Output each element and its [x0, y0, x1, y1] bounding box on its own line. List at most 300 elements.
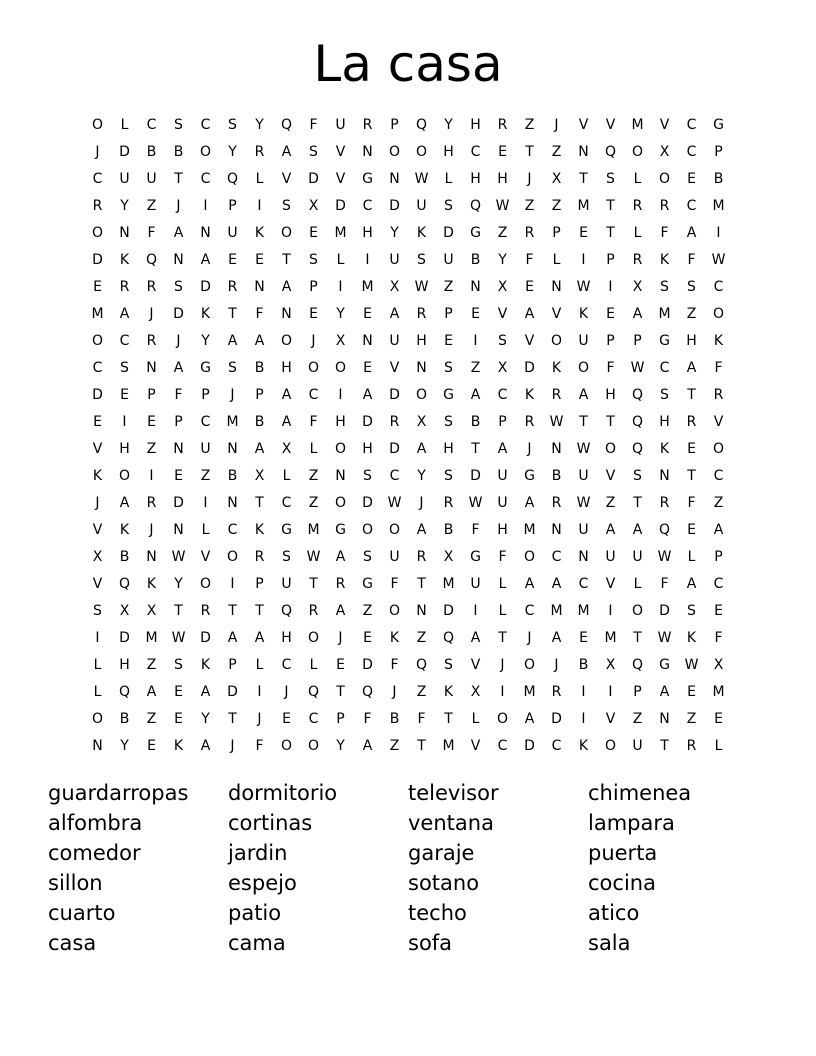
grid-letter: C [92, 360, 103, 376]
grid-letter: E [363, 360, 372, 376]
grid-letter: A [524, 306, 535, 322]
grid-letter: X [146, 603, 157, 619]
grid-letter: O [91, 117, 104, 133]
grid-letter: E [174, 684, 183, 700]
grid-letter: H [281, 630, 292, 646]
grid-letter: A [578, 387, 589, 403]
grid-letter: Q [631, 414, 644, 430]
grid-letter: F [363, 711, 372, 727]
grid-letter: L [714, 738, 723, 754]
grid-letter: B [551, 468, 562, 484]
grid-letter: F [417, 711, 426, 727]
grid-letter: N [254, 279, 265, 295]
grid-letter: T [228, 603, 237, 619]
grid-letter: L [552, 252, 561, 268]
grid-letter: F [471, 522, 480, 538]
grid-letter: Q [658, 522, 671, 538]
grid-letter: X [551, 171, 562, 187]
grid-letter: D [443, 603, 454, 619]
grid-letter: E [525, 279, 534, 295]
grid-letter: M [658, 306, 671, 322]
grid-letter: G [659, 333, 670, 349]
grid-letter: A [335, 603, 346, 619]
grid-letter: T [255, 603, 264, 619]
grid-letter: P [228, 657, 237, 673]
grid-letter: F [390, 576, 399, 592]
grid-letter: Z [524, 117, 535, 133]
grid-letter: S [228, 360, 237, 376]
grid-letter: Z [308, 468, 319, 484]
grid-letter: P [147, 387, 156, 403]
grid-letter: A [605, 522, 616, 538]
grid-letter: R [659, 198, 670, 214]
grid-letter: M [577, 198, 590, 214]
grid-letter: U [632, 549, 643, 565]
grid-letter: T [255, 495, 264, 511]
grid-letter: N [362, 144, 373, 160]
grid-letter: N [173, 252, 184, 268]
grid-letter: J [500, 657, 505, 673]
grid-letter: N [470, 279, 481, 295]
grid-letter: X [416, 414, 427, 430]
grid-letter: F [660, 576, 669, 592]
grid-letter: H [416, 333, 427, 349]
grid-letter: F [606, 360, 615, 376]
grid-letter: C [686, 117, 697, 133]
grid-letter: D [470, 468, 481, 484]
grid-letter: A [227, 333, 238, 349]
grid-letter: V [281, 171, 292, 187]
grid-letter: S [363, 468, 372, 484]
grid-letter: L [498, 576, 507, 592]
grid-letter: S [444, 414, 453, 430]
grid-letter: B [470, 252, 481, 268]
word-list-item: sofa [408, 931, 453, 955]
grid-letter: A [632, 522, 643, 538]
grid-letter: N [659, 468, 670, 484]
grid-letter: X [497, 360, 508, 376]
grid-letter: J [419, 495, 424, 511]
grid-letter: M [604, 630, 617, 646]
grid-letter: Z [146, 198, 157, 214]
grid-letter: N [227, 441, 238, 457]
grid-letter: P [633, 684, 642, 700]
grid-letter: Z [551, 198, 562, 214]
grid-letter: R [713, 387, 724, 403]
word-list-item: puerta [588, 841, 658, 865]
grid-letter: U [389, 333, 400, 349]
grid-letter: P [714, 549, 723, 565]
grid-letter: C [551, 738, 562, 754]
grid-letter: B [578, 657, 589, 673]
grid-letter: O [388, 522, 401, 538]
grid-letter: A [281, 414, 292, 430]
grid-letter: T [606, 225, 615, 241]
grid-letter: E [309, 306, 318, 322]
grid-letter: P [498, 414, 507, 430]
grid-letter: O [523, 549, 536, 565]
grid-letter: C [686, 198, 697, 214]
grid-letter: D [119, 630, 130, 646]
grid-letter: I [473, 333, 478, 349]
grid-letter: R [335, 576, 346, 592]
grid-letter: D [200, 279, 211, 295]
grid-letter: E [93, 279, 102, 295]
grid-letter: V [605, 468, 616, 484]
grid-letter: V [713, 414, 724, 430]
grid-letter: X [119, 603, 130, 619]
grid-letter: K [254, 522, 265, 538]
grid-letter: L [309, 441, 318, 457]
grid-letter: D [443, 225, 454, 241]
grid-letter: C [659, 360, 670, 376]
grid-letter: K [200, 306, 211, 322]
grid-letter: W [549, 414, 564, 430]
grid-letter: O [334, 441, 347, 457]
grid-letter: K [659, 252, 670, 268]
grid-letter: K [92, 468, 103, 484]
grid-row [84, 463, 732, 490]
grid-letter: S [444, 198, 453, 214]
grid-letter: C [200, 117, 211, 133]
grid-letter: Z [551, 144, 562, 160]
grid-letter: Z [308, 495, 319, 511]
grid-letter: J [554, 117, 559, 133]
grid-letter: E [687, 441, 696, 457]
grid-letter: E [174, 468, 183, 484]
grid-letter: T [633, 630, 642, 646]
grid-letter: F [390, 657, 399, 673]
grid-letter: C [497, 738, 508, 754]
grid-letter: G [362, 576, 373, 592]
word-list-item: lampara [588, 811, 675, 835]
grid-letter: J [149, 522, 154, 538]
grid-letter: S [444, 468, 453, 484]
grid-letter: U [578, 468, 589, 484]
grid-letter: M [523, 522, 536, 538]
grid-letter: C [362, 198, 373, 214]
grid-letter: B [227, 468, 238, 484]
grid-letter: T [579, 171, 588, 187]
grid-letter: H [443, 441, 454, 457]
grid-row [84, 598, 732, 625]
grid-letter: V [497, 306, 508, 322]
grid-letter: S [363, 549, 372, 565]
grid-row [84, 652, 732, 679]
grid-letter: P [174, 414, 183, 430]
grid-letter: P [606, 252, 615, 268]
grid-letter: F [687, 495, 696, 511]
grid-letter: T [525, 144, 534, 160]
grid-letter: L [633, 171, 642, 187]
grid-letter: J [176, 198, 181, 214]
grid-letter: Q [415, 657, 428, 673]
grid-letter: T [282, 252, 291, 268]
grid-letter: C [308, 387, 319, 403]
grid-letter: T [471, 441, 480, 457]
grid-letter: B [254, 360, 265, 376]
grid-letter: W [630, 360, 645, 376]
grid-letter: T [417, 576, 426, 592]
grid-letter: Y [255, 117, 264, 133]
grid-letter: V [578, 117, 589, 133]
grid-letter: T [228, 306, 237, 322]
grid-letter: T [579, 414, 588, 430]
word-list-item: cocina [588, 871, 656, 895]
grid-letter: R [362, 117, 373, 133]
grid-letter: E [363, 630, 372, 646]
grid-letter: L [471, 711, 480, 727]
grid-letter: J [527, 441, 532, 457]
grid-letter: P [228, 198, 237, 214]
grid-letter: I [608, 279, 613, 295]
grid-letter: C [200, 171, 211, 187]
grid-letter: Q [226, 171, 239, 187]
grid-letter: R [659, 495, 670, 511]
grid-letter: O [388, 144, 401, 160]
grid-letter: F [687, 252, 696, 268]
grid-letter: B [119, 549, 130, 565]
grid-letter: F [714, 360, 723, 376]
grid-letter: O [334, 495, 347, 511]
grid-letter: A [524, 711, 535, 727]
grid-letter: D [227, 684, 238, 700]
grid-letter: H [470, 117, 481, 133]
grid-letter: M [442, 738, 455, 754]
grid-letter: A [173, 360, 184, 376]
grid-letter: U [335, 117, 346, 133]
grid-letter: O [91, 225, 104, 241]
grid-letter: J [311, 333, 316, 349]
grid-letter: X [713, 657, 724, 673]
grid-letter: E [147, 738, 156, 754]
grid-letter: D [362, 657, 373, 673]
grid-letter: S [93, 603, 102, 619]
grid-letter: Z [416, 630, 427, 646]
grid-letter: K [686, 630, 697, 646]
grid-letter: A [254, 630, 265, 646]
grid-letter: O [226, 549, 239, 565]
grid-letter: L [336, 252, 345, 268]
grid-letter: P [444, 306, 453, 322]
grid-letter: O [199, 144, 212, 160]
grid-letter: M [226, 414, 239, 430]
grid-letter: W [684, 657, 699, 673]
grid-letter: B [713, 171, 724, 187]
grid-letter: R [524, 414, 535, 430]
grid-letter: F [255, 738, 264, 754]
word-list-item: dormitorio [228, 781, 338, 805]
grid-letter: L [498, 603, 507, 619]
grid-row [84, 274, 732, 301]
grid-letter: M [712, 198, 725, 214]
grid-letter: S [309, 252, 318, 268]
grid-letter: O [415, 144, 428, 160]
grid-row [84, 436, 732, 463]
grid-letter: W [387, 495, 402, 511]
grid-letter: K [200, 657, 211, 673]
grid-letter: A [632, 306, 643, 322]
grid-letter: A [524, 495, 535, 511]
grid-letter: E [606, 306, 615, 322]
grid-letter: S [228, 117, 237, 133]
grid-letter: C [470, 144, 481, 160]
grid-letter: D [362, 414, 373, 430]
grid-letter: A [362, 387, 373, 403]
grid-letter: Q [118, 684, 131, 700]
grid-letter: A [470, 387, 481, 403]
grid-letter: C [146, 117, 157, 133]
grid-letter: E [336, 657, 345, 673]
grid-letter: O [577, 360, 590, 376]
grid-row [84, 382, 732, 409]
grid-letter: B [146, 144, 157, 160]
grid-letter: E [309, 225, 318, 241]
grid-letter: P [255, 576, 264, 592]
grid-letter: R [389, 414, 400, 430]
grid-letter: Z [632, 711, 643, 727]
grid-letter: A [281, 144, 292, 160]
grid-letter: J [149, 306, 154, 322]
grid-letter: N [551, 279, 562, 295]
grid-letter: M [91, 306, 104, 322]
grid-letter: G [659, 657, 670, 673]
grid-letter: R [524, 225, 535, 241]
grid-letter: V [605, 117, 616, 133]
grid-letter: E [255, 252, 264, 268]
word-column [588, 778, 768, 958]
grid-letter: E [471, 306, 480, 322]
grid-letter: J [230, 387, 235, 403]
grid-letter: X [389, 279, 400, 295]
grid-letter: A [281, 387, 292, 403]
grid-letter: H [605, 387, 616, 403]
grid-letter: Z [605, 495, 616, 511]
grid-letter: O [307, 630, 320, 646]
grid-letter: T [606, 414, 615, 430]
grid-letter: H [497, 522, 508, 538]
grid-letter: F [660, 225, 669, 241]
grid-letter: C [524, 603, 535, 619]
word-column [228, 778, 408, 958]
grid-letter: U [146, 171, 157, 187]
grid-letter: X [281, 441, 292, 457]
grid-letter: C [200, 414, 211, 430]
grid-letter: P [336, 711, 345, 727]
grid-letter: T [228, 711, 237, 727]
grid-letter: X [92, 549, 103, 565]
grid-letter: I [122, 414, 127, 430]
grid-letter: Y [201, 711, 210, 727]
grid-letter: Q [118, 576, 131, 592]
grid-letter: R [146, 279, 157, 295]
grid-letter: K [578, 306, 589, 322]
grid-letter: O [415, 387, 428, 403]
grid-letter: A [470, 630, 481, 646]
grid-letter: V [389, 360, 400, 376]
grid-letter: J [95, 495, 100, 511]
grid-letter: N [659, 711, 670, 727]
grid-letter: S [174, 279, 183, 295]
word-list-item: sala [588, 931, 631, 955]
grid-letter: M [523, 684, 536, 700]
grid-letter: R [497, 117, 508, 133]
grid-letter: N [578, 549, 589, 565]
grid-letter: A [551, 576, 562, 592]
grid-letter: P [552, 225, 561, 241]
grid-letter: U [227, 225, 238, 241]
word-list [48, 778, 768, 958]
grid-letter: D [551, 711, 562, 727]
grid-row [84, 220, 732, 247]
word-list-item: ventana [408, 811, 494, 835]
grid-letter: F [255, 306, 264, 322]
grid-letter: J [527, 630, 532, 646]
grid-letter: W [468, 495, 483, 511]
grid-letter: R [146, 495, 157, 511]
grid-letter: W [657, 549, 672, 565]
word-list-item: chimenea [588, 781, 692, 805]
grid-letter: Y [201, 333, 210, 349]
grid-letter: O [550, 333, 563, 349]
grid-letter: V [470, 657, 481, 673]
grid-letter: S [282, 198, 291, 214]
grid-letter: G [713, 117, 724, 133]
grid-letter: B [254, 414, 265, 430]
grid-letter: E [498, 144, 507, 160]
grid-letter: Z [146, 657, 157, 673]
grid-letter: O [496, 711, 509, 727]
grid-letter: N [551, 522, 562, 538]
grid-letter: L [201, 522, 210, 538]
grid-row [84, 733, 732, 760]
grid-letter: Y [174, 576, 183, 592]
grid-letter: H [119, 441, 130, 457]
grid-letter: M [334, 225, 347, 241]
grid-letter: K [173, 738, 184, 754]
grid-letter: Z [524, 198, 535, 214]
grid-letter: U [389, 252, 400, 268]
grid-letter: I [257, 684, 262, 700]
grid-letter: N [227, 495, 238, 511]
grid-letter: E [687, 171, 696, 187]
grid-letter: J [257, 711, 262, 727]
grid-letter: D [389, 441, 400, 457]
grid-letter: R [551, 387, 562, 403]
grid-letter: D [524, 738, 535, 754]
grid-letter: Q [415, 117, 428, 133]
grid-letter: O [712, 441, 725, 457]
grid-letter: O [631, 603, 644, 619]
grid-letter: S [174, 117, 183, 133]
grid-letter: Q [604, 144, 617, 160]
grid-letter: L [120, 117, 129, 133]
grid-letter: P [606, 333, 615, 349]
grid-letter: D [173, 495, 184, 511]
grid-letter: Z [200, 468, 211, 484]
letter-grid [84, 112, 732, 760]
grid-letter: R [146, 333, 157, 349]
grid-letter: J [95, 144, 100, 160]
grid-letter: D [524, 360, 535, 376]
page-title: La casa [313, 35, 503, 93]
grid-letter: V [605, 711, 616, 727]
grid-letter: Z [416, 684, 427, 700]
grid-row [84, 625, 732, 652]
grid-letter: E [579, 630, 588, 646]
grid-letter: O [307, 738, 320, 754]
grid-letter: U [578, 522, 589, 538]
